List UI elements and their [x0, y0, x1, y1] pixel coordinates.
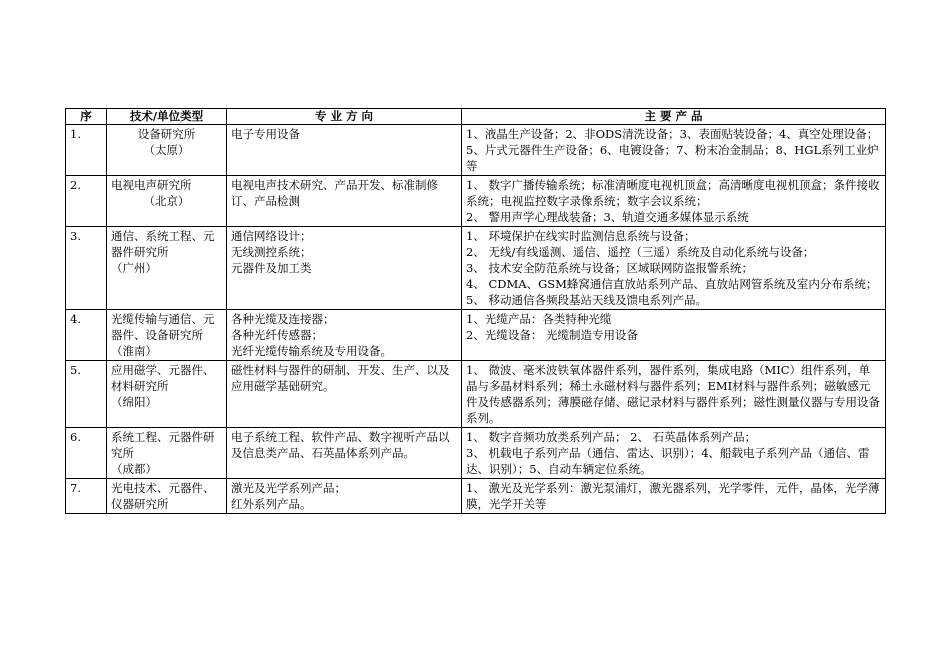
unit-location: （北京） — [143, 194, 190, 208]
field-cell — [227, 125, 462, 176]
row-number: 3. — [66, 227, 107, 310]
product-line: 2、 无线/有线遥测、遥信、遥控（三遥）系统及自动化系统与设备； — [466, 245, 815, 259]
products-cell — [462, 176, 886, 227]
products-cell — [462, 361, 886, 428]
field-line: 电视电声技术研究、产品开发、标准制修订、产品检测 — [231, 178, 438, 208]
field-line: 激光及光学系列产品； — [231, 481, 346, 495]
unit-cell — [107, 479, 227, 514]
product-line: 3、 技术安全防范系统与设备；区域联网防盗报警系统； — [466, 261, 753, 275]
field-line: 红外系列产品。 — [231, 497, 312, 511]
table-row — [66, 428, 886, 479]
unit-location: （成都） — [111, 462, 157, 476]
product-line: 4、 CDMA、GSM蜂窝通信直放站系列产品、直放站网管系统及室内分布系统； — [466, 277, 878, 291]
header-field: 专 业 方 向 — [227, 109, 462, 125]
field-line: 电子系统工程、软件产品、数字视听产品以及信息类产品、石英晶体系列产品。 — [231, 430, 450, 460]
product-line: 1、 微波、毫米波铁氧体器件系列，器件系列，集成电路（MIC）组件系列，单晶与多晶材料系列；稀土永磁材料与器件系列；EMI材料与器件系列；磁敏感元件及传感器系列；薄膜磁存储、磁记录材料与器件系列；磁性测量仪器与专用设备系列。 — [466, 363, 880, 425]
header-products: 主 要 产 品 — [462, 109, 886, 125]
field-cell — [227, 227, 462, 310]
unit-location: （绵阳） — [111, 395, 157, 409]
product-line: 1、 数字广播传输系统；标准清晰度电视机顶盒；高清晰度电视机顶盒；条件接收系统；电视监控数字录像系统；数字会议系统； — [466, 178, 880, 208]
table-row — [66, 176, 886, 227]
product-line: 1、 环境保护在线实时监测信息系统与设备； — [466, 229, 696, 243]
row-number: 6. — [66, 428, 107, 479]
product-line: 1、 数字音频功放类系列产品； 2、 石英晶体系列产品； — [466, 430, 757, 444]
product-line: 1、液晶生产设备；2、非ODS清洗设备；3、表面贴装设备；4、真空处理设备；5、片式元器件生产设备；6、电镀设备；7、粉末冶金制品；8、HGL系列工业炉等 — [466, 127, 879, 173]
field-line: 电子专用设备 — [231, 127, 300, 141]
unit-cell — [107, 125, 227, 176]
header-no: 序 — [66, 109, 107, 125]
products-cell — [462, 125, 886, 176]
field-line: 光纤光缆传输系统及专用设备。 — [231, 344, 392, 358]
field-cell — [227, 310, 462, 361]
unit-name: 通信、系统工程、元器件研究所 — [111, 229, 215, 259]
row-number: 7. — [66, 479, 107, 514]
unit-name: 电视电声研究所 — [111, 178, 192, 192]
field-line: 元器件及加工类 — [231, 261, 312, 275]
row-number: 4. — [66, 310, 107, 361]
unit-cell — [107, 227, 227, 310]
research-institute-table — [65, 108, 886, 514]
unit-name: 光电技术、元器件、仪器研究所 — [111, 481, 215, 511]
field-cell — [227, 176, 462, 227]
products-cell — [462, 479, 886, 514]
unit-cell — [107, 310, 227, 361]
table-row — [66, 361, 886, 428]
products-cell — [462, 227, 886, 310]
table-header-row — [66, 109, 886, 125]
unit-location: （广州） — [111, 261, 157, 275]
product-line: 5、 移动通信各频段基站天线及馈电系列产品。 — [466, 293, 707, 307]
field-line: 各种光纤传感器； — [231, 328, 323, 342]
unit-name: 应用磁学、元器件、材料研究所 — [111, 363, 215, 393]
table-row — [66, 125, 886, 176]
field-cell — [227, 428, 462, 479]
products-cell — [462, 428, 886, 479]
table-row — [66, 227, 886, 310]
field-line: 磁性材料与器件的研制、开发、生产、以及应用磁学基础研究。 — [231, 363, 450, 393]
product-line: 1、光缆产品：各类特种光缆 — [466, 312, 612, 326]
field-line: 各种光缆及连接器； — [231, 312, 335, 326]
unit-name: 光缆传输与通信、元器件、设备研究所（淮南） — [111, 312, 215, 358]
header-unit-type: 技术/单位类型 — [107, 109, 227, 125]
unit-cell — [107, 428, 227, 479]
field-line: 通信网络设计； — [231, 229, 312, 243]
unit-cell — [107, 361, 227, 428]
product-line: 1、 激光及光学系列：激光泵浦灯，激光器系列，光学零件，元件，晶体，光学薄膜，光学开关等 — [466, 481, 880, 511]
row-number: 1. — [66, 125, 107, 176]
unit-name: 系统工程、元器件研究所 — [111, 430, 215, 460]
field-line: 无线测控系统； — [231, 245, 312, 259]
product-line: 3、 机载电子系列产品（通信、雷达、识别）；4、船载电子系列产品（通信、雷达、识别）；5、自动车辆定位系统。 — [466, 446, 870, 476]
product-line: 2、 警用声学心理战装备；3、轨道交通多媒体显示系统 — [466, 210, 749, 224]
row-number: 5. — [66, 361, 107, 428]
product-line: 2、光缆设备： 光缆制造专用设备 — [466, 328, 638, 342]
table-row — [66, 479, 886, 514]
unit-cell — [107, 176, 227, 227]
table-row — [66, 310, 886, 361]
products-cell — [462, 310, 886, 361]
field-cell — [227, 479, 462, 514]
unit-location: （太原） — [143, 143, 190, 157]
unit-name: 设备研究所 — [137, 127, 196, 141]
row-number: 2. — [66, 176, 107, 227]
field-cell — [227, 361, 462, 428]
